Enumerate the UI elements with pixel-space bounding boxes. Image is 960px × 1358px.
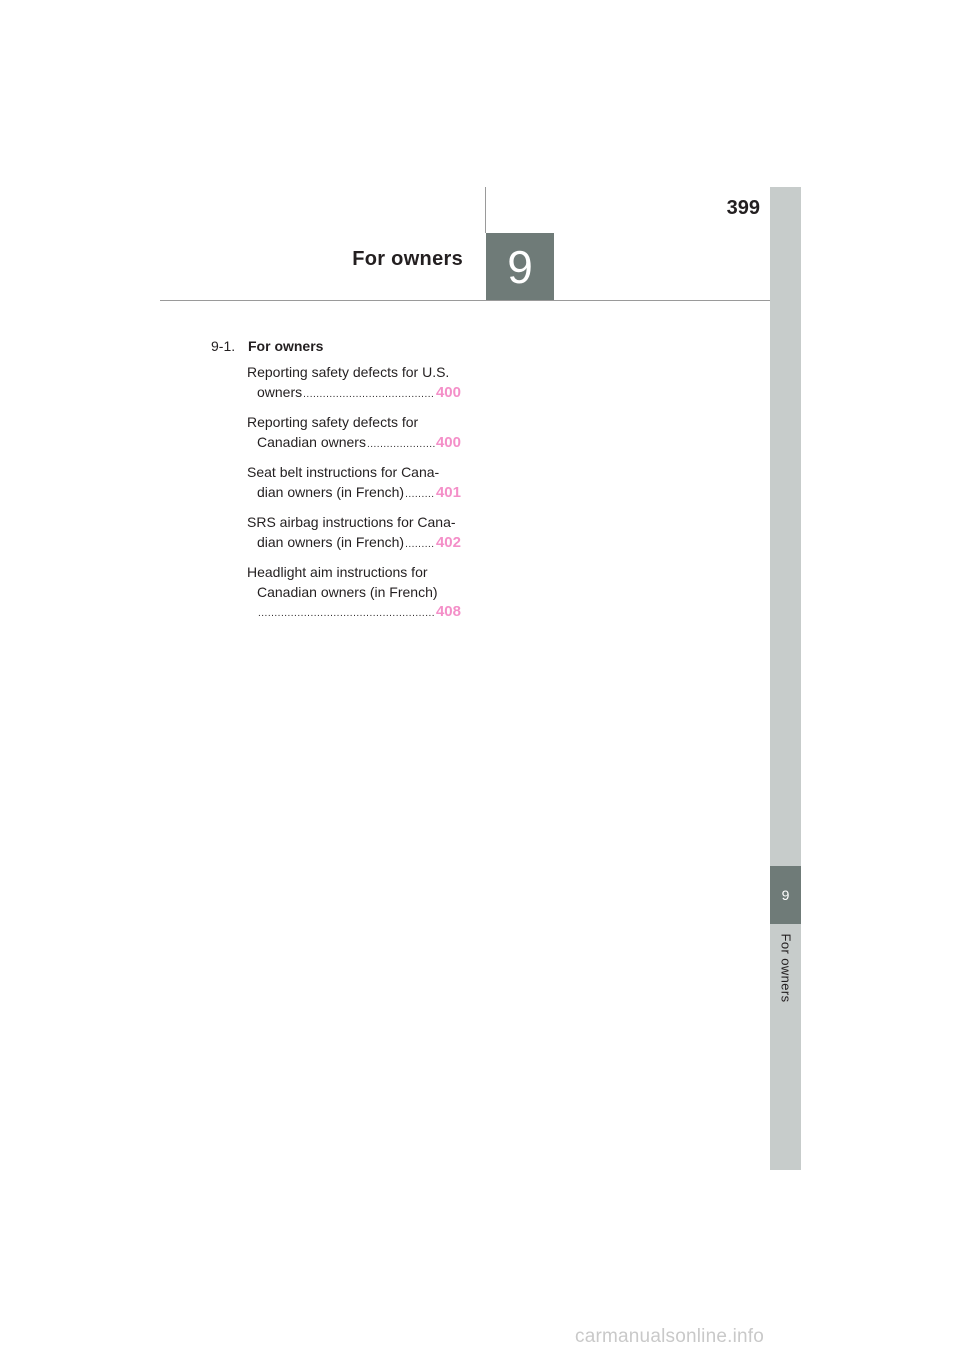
toc-leader-dots — [258, 604, 435, 624]
toc-page-link[interactable]: 400 — [435, 434, 461, 451]
toc-entry-title-continued: owners — [257, 384, 303, 400]
toc-entry-title-continued: Canadian owners (in French) — [257, 584, 438, 600]
toc-entry[interactable] — [247, 562, 461, 624]
toc-entry[interactable] — [247, 362, 461, 405]
toc-leader-dots — [303, 385, 435, 405]
toc-page-link[interactable]: 400 — [435, 384, 461, 401]
header-divider-horizontal — [160, 300, 770, 301]
toc-section-heading — [211, 338, 461, 354]
page-number: 399 — [726, 197, 760, 219]
chapter-title: For owners — [352, 248, 463, 270]
table-of-contents — [211, 338, 461, 631]
toc-entry[interactable] — [247, 462, 461, 505]
toc-section-title: For owners — [248, 338, 324, 354]
watermark-text: carmanualsonline.info — [575, 1326, 765, 1347]
toc-leader-dots — [405, 485, 435, 505]
side-tab-bar — [770, 187, 801, 1170]
header-divider-vertical — [485, 187, 486, 233]
toc-entry-title: Headlight aim instructions for — [247, 564, 428, 580]
toc-section-number: 9-1. — [211, 338, 236, 354]
toc-leader-dots — [405, 535, 435, 555]
toc-page-link[interactable]: 402 — [435, 534, 461, 551]
side-tab-label: For owners — [778, 933, 794, 1003]
toc-page-link[interactable]: 401 — [435, 484, 461, 501]
toc-entry-title-continued: Canadian owners — [257, 434, 366, 450]
toc-entry-title-continued: dian owners (in French) — [257, 534, 405, 550]
toc-entry-title-continued: dian owners (in French) — [257, 484, 405, 500]
toc-entry-title: Seat belt instructions for Cana- — [247, 464, 440, 480]
toc-entry-title: Reporting safety defects for U.S. — [247, 364, 450, 380]
toc-page-link[interactable]: 408 — [435, 603, 461, 620]
side-tab-chapter-number[interactable]: 9 — [770, 866, 801, 924]
toc-entry[interactable] — [247, 412, 461, 455]
toc-entry-title: Reporting safety defects for — [247, 414, 419, 430]
toc-entry[interactable] — [247, 512, 461, 555]
toc-leader-dots — [367, 435, 435, 455]
toc-entry-title: SRS airbag instructions for Cana- — [247, 514, 456, 530]
chapter-number-box: 9 — [486, 233, 554, 301]
